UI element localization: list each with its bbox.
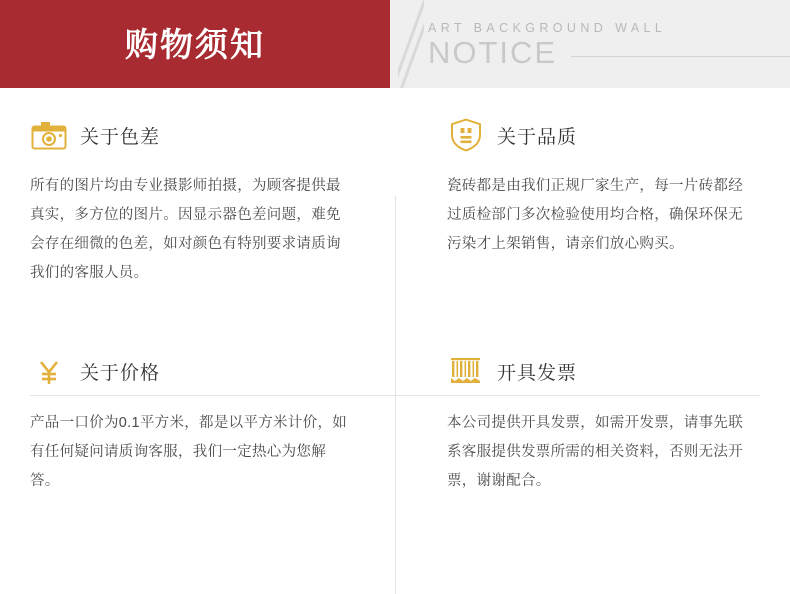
header-subtitle: NOTICE xyxy=(428,34,558,70)
notice-body: 瓷砖都是由我们正规厂家生产，每一片砖都经过质检部门多次检验使用均合格，确保环保无污染才上架销售，请亲们放心购买。 xyxy=(447,178,743,252)
header-subtitle-area xyxy=(390,0,790,88)
header-eyebrow: ART BACKGROUND WALL xyxy=(428,20,667,35)
shield-quality-icon xyxy=(447,116,485,154)
notice-title: 开具发票 xyxy=(497,363,578,384)
notice-grid xyxy=(0,88,790,561)
notice-item-price xyxy=(0,325,395,562)
yen-price-icon xyxy=(30,353,68,391)
notice-body: 本公司提供开具发票，如需开发票，请事先联系客服提供发票所需的相关资料，否则无法开票，谢谢配合。 xyxy=(447,414,743,489)
notice-title: 关于品质 xyxy=(497,126,578,148)
camera-icon xyxy=(30,116,68,154)
notice-item-color xyxy=(0,88,395,325)
slash-decoration-icon xyxy=(398,0,424,88)
page-title: 购物须知 xyxy=(125,25,265,63)
page-header xyxy=(0,0,790,88)
notice-title: 关于色差 xyxy=(80,126,161,148)
invoice-icon xyxy=(447,353,485,391)
header-rule xyxy=(571,56,790,57)
notice-body: 产品一口价为0.1平方米，都是以平方米计价，如有任何疑问请质询客服，我们一定热心为您解答。 xyxy=(30,414,348,489)
notice-item-quality xyxy=(395,88,790,325)
notice-body: 所有的图片均由专业摄影师拍摄，为顾客提供最真实，多方位的图片。因显示器色差问题，难免会存在细微的色差，如对颜色有特别要求请质询我们的客服人员。 xyxy=(30,178,341,281)
notice-title: 关于价格 xyxy=(80,363,161,384)
header-title-banner xyxy=(0,0,390,88)
notice-item-invoice xyxy=(395,325,790,562)
